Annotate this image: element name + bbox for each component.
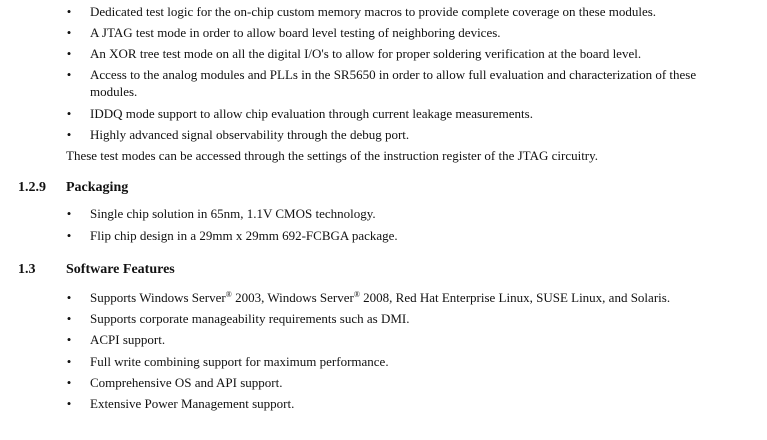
bullet-icon: • bbox=[66, 290, 72, 305]
bullet-icon: • bbox=[66, 375, 72, 390]
list-item bbox=[0, 3, 767, 24]
list-item bbox=[0, 24, 767, 45]
list-item bbox=[0, 66, 767, 105]
text-fragment: Supports Windows Server bbox=[90, 290, 226, 305]
text-fragment: 2008, Red Hat Enterprise Linux, SUSE Linux, and Solaris. bbox=[359, 290, 671, 305]
section-title: Software Features bbox=[66, 262, 175, 277]
bullet-icon: • bbox=[66, 332, 72, 347]
bullet-icon: • bbox=[66, 67, 72, 82]
bullet-icon: • bbox=[66, 311, 72, 326]
list-item bbox=[0, 227, 767, 249]
bullet-icon: • bbox=[66, 4, 72, 19]
section-number: 1.2.9 bbox=[18, 180, 46, 195]
list-item-text: Dedicated test logic for the on-chip custom memory macros to provide complete coverage on these modules. bbox=[90, 4, 657, 19]
list-item bbox=[0, 353, 767, 374]
bullet-icon: • bbox=[66, 228, 72, 243]
software-features-list bbox=[0, 289, 767, 416]
list-item-text: IDDQ mode support to allow chip evaluation through current leakage measurements. bbox=[90, 106, 533, 121]
list-item bbox=[0, 45, 767, 66]
list-item-text: ACPI support. bbox=[90, 332, 166, 347]
list-item-text: Supports corporate manageability requirements such as DMI. bbox=[90, 311, 410, 326]
list-item bbox=[0, 205, 767, 227]
text-fragment: 2003, Windows Server bbox=[231, 290, 354, 305]
bullet-icon: • bbox=[66, 106, 72, 121]
test-modes-paragraph: These test modes can be accessed through the settings of the instruction register of the JTAG circuitry. bbox=[66, 148, 599, 163]
registered-mark: ® bbox=[225, 290, 232, 299]
list-item bbox=[0, 289, 767, 310]
list-item-text: Full write combining support for maximum performance. bbox=[90, 354, 389, 369]
list-item bbox=[0, 310, 767, 331]
list-item-text: An XOR tree test mode on all the digital I/O's to allow for proper soldering verification at the board level. bbox=[90, 46, 642, 61]
list-item-text: Single chip solution in 65nm, 1.1V CMOS technology. bbox=[90, 206, 376, 221]
list-item bbox=[0, 374, 767, 395]
bullet-icon: • bbox=[66, 206, 72, 221]
section-number: 1.3 bbox=[18, 262, 36, 277]
bullet-icon: • bbox=[66, 127, 72, 142]
test-modes-list bbox=[0, 3, 767, 147]
bullet-icon: • bbox=[66, 46, 72, 61]
bullet-icon: • bbox=[66, 25, 72, 40]
list-item bbox=[0, 331, 767, 353]
list-item-text: Extensive Power Management support. bbox=[90, 396, 295, 411]
list-item-text: A JTAG test mode in order to allow board level testing of neighboring devices. bbox=[90, 25, 501, 40]
packaging-list bbox=[0, 205, 767, 249]
list-item bbox=[0, 395, 767, 416]
section-title: Packaging bbox=[66, 180, 129, 195]
bullet-icon: • bbox=[66, 354, 72, 369]
registered-mark: ® bbox=[353, 290, 360, 299]
list-item-text: Access to the analog modules and PLLs in the SR5650 in order to allow full evaluation and characterization of these modules. bbox=[90, 67, 697, 99]
list-item bbox=[0, 105, 767, 126]
list-item-text: Comprehensive OS and API support. bbox=[90, 375, 283, 390]
list-item-text: Highly advanced signal observability through the debug port. bbox=[90, 127, 410, 142]
list-item-text bbox=[90, 290, 670, 305]
list-item-text: Flip chip design in a 29mm x 29mm 692-FCBGA package. bbox=[90, 228, 398, 243]
list-item bbox=[0, 126, 767, 147]
bullet-icon: • bbox=[66, 396, 72, 411]
